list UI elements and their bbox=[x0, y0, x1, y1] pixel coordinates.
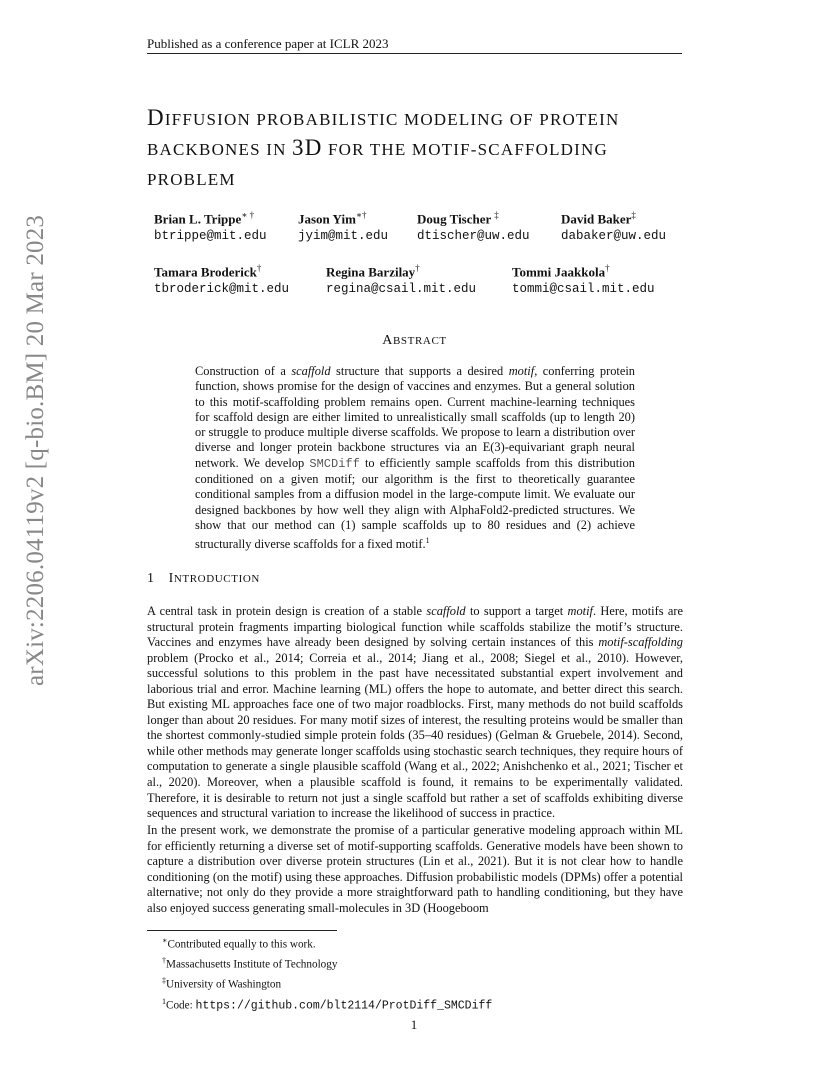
author-marks: ∗† bbox=[355, 210, 367, 220]
author-marks: ∗ † bbox=[241, 210, 255, 220]
author-name: Doug Tischer bbox=[417, 211, 492, 227]
running-header: Published as a conference paper at ICLR 2023 bbox=[147, 36, 389, 51]
page-number: 1 bbox=[410, 1017, 418, 1032]
section-number: 1 bbox=[147, 571, 155, 586]
abstract-emph: motif bbox=[508, 364, 535, 378]
author-card bbox=[561, 210, 666, 243]
author-name: Brian L. Trippe bbox=[154, 211, 242, 227]
footnote bbox=[162, 933, 492, 953]
paper-title: DIFFUSION PROBABILISTIC MODELING OF PROTEIN BACKBONES IN 3D FOR THE MOTIF-SCAFFOLDING PROBLEM bbox=[147, 105, 620, 189]
abstract-text: structure that supports a desired bbox=[330, 364, 509, 378]
author-email: btrippe@mit.edu bbox=[154, 229, 267, 244]
author-marks: ‡ bbox=[631, 210, 636, 220]
abstract-heading: ABSTRACT bbox=[382, 333, 447, 348]
footnote bbox=[162, 973, 492, 993]
author-name: Tommi Jaakkola bbox=[512, 264, 606, 280]
author-card bbox=[512, 263, 655, 296]
author-card bbox=[154, 263, 289, 296]
para-text: A central task in protein design is creation of a stable bbox=[147, 604, 427, 618]
author-marks: † bbox=[415, 263, 420, 273]
author-marks: ‡ bbox=[494, 210, 499, 220]
author-email: tommi@csail.mit.edu bbox=[512, 282, 655, 297]
author-card bbox=[154, 210, 267, 243]
author-card bbox=[326, 263, 476, 296]
author-name: David Baker bbox=[561, 211, 632, 227]
footnote-mark: ‡ bbox=[162, 976, 166, 986]
abstract-text: Construction of a bbox=[195, 364, 292, 378]
section-heading: 1 INTRODUCTION bbox=[147, 571, 260, 586]
para-text: problem (Procko et al., 2014; Correia et al., 2014; Jiang et al., 2008; Siegel et al., 2010). However, successful solutions to this problem in the past have necessitated substantial expert involvement and laborious trial and error. Machine learning (ML) offers the hope to automate, and better direct this search. But existing ML approaches face one of two major roadblocks. First, many methods do not build scaffolds longer than about 20 residues. For many motif sizes of interest, the resulting proteins would be smaller than the shortest commonly-studied simple protein folds (35–40 residues) (Gelman & Gruebele, 2014). Second, while other methods may generate longer scaffolds using stochastic search techniques, they require hours of computation to generate a single plausible scaffold (Wang et al., 2022; Anishchenko et al., 2021; Tischer et al., 2020). Moreover, when a plausible scaffold is found, it remains to be experimentally validated. Therefore, it is desirable to return not just a single scaffold but rather a set of scaffolds exhibiting diverse sequences and structural variation to increase the likelihood of success in practice. bbox=[147, 650, 683, 821]
author-name: Regina Barzilay bbox=[326, 264, 416, 280]
intro-paragraph-1 bbox=[147, 604, 683, 822]
abstract-emph: scaffold bbox=[291, 364, 331, 378]
author-email: dtischer@uw.edu bbox=[417, 229, 530, 244]
author-marks: † bbox=[605, 263, 610, 273]
arxiv-stamp: arXiv:2206.04119v2 [q-bio.BM] 20 Mar 2023 bbox=[22, 214, 49, 686]
para-emph: motif bbox=[567, 604, 593, 618]
abstract-text: to efficiently sample scaffolds from this distribution conditioned on a given motif; our algorithm is the first to theoretically guarantee conditional samples from a diffusion model in the large-compute limit. We evaluate our designed backbones by how well they align with AlphaFold2-predicted structures. We show that our method can (1) sample scaffolds up to 80 residues and (2) achieve structurally diverse scaffolds for a fixed motif. bbox=[195, 455, 635, 552]
author-email: dabaker@uw.edu bbox=[561, 229, 667, 244]
footnote-mark: 1 bbox=[162, 996, 166, 1006]
footnote-text: Code: bbox=[166, 999, 196, 1012]
footnote bbox=[162, 994, 492, 1014]
footnote-text: Contributed equally to this work. bbox=[167, 938, 316, 951]
intro-paragraph-2: In the present work, we demonstrate the promise of a particular generative modeling approach within ML for efficiently returning a diverse set of motif-supporting scaffolds. Generative models have been shown to capture a distribution over diverse protein structures (Lin et al., 2021). But it is not clear how to handle conditioning (on the motif) using these approaches. Diffusion probabilistic models (DPMs) offer a potential alternative; not only do they provide a more straightforward path to handling conditioning, but they have also enjoyed success generating small-molecules in 3D (Hoogeboom bbox=[147, 823, 683, 915]
footnote-mark: † bbox=[162, 956, 166, 966]
footnote-text: University of Washington bbox=[166, 979, 282, 992]
author-marks: † bbox=[256, 263, 262, 273]
author-card bbox=[417, 210, 530, 243]
footnote bbox=[162, 953, 492, 973]
para-text: to support a target bbox=[465, 604, 568, 618]
footnote-rule bbox=[147, 930, 337, 931]
footnote-text: Massachusetts Institute of Technology bbox=[166, 958, 338, 971]
para-emph: motif-scaffolding bbox=[598, 635, 683, 650]
footnote-ref: 1 bbox=[425, 536, 430, 546]
author-card bbox=[298, 210, 388, 243]
abstract-body bbox=[195, 364, 635, 553]
footnote-mark: ∗ bbox=[162, 936, 168, 945]
smcdiff-name: SMCDiff bbox=[309, 456, 360, 471]
author-email: regina@csail.mit.edu bbox=[326, 282, 477, 297]
footnotes bbox=[162, 933, 492, 1014]
author-email: tbroderick@mit.edu bbox=[154, 282, 290, 297]
code-link[interactable]: https://github.com/blt2114/ProtDiff_SMCDiff bbox=[195, 999, 493, 1013]
para-text: . Here, motifs are structural protein fragments imparting biological function while scaffolds stabilize the motif’s structure. Vaccines and enzymes have already been designed by solving certain instances of this bbox=[147, 604, 683, 650]
para-emph: scaffold bbox=[426, 604, 466, 618]
abstract-text: , conferring protein function, shows promise for the design of vaccines and enzymes. But a general solution to this motif-scaffolding problem remains open. Current machine-learning techniques for scaffold design are either limited to unrealistically small scaffolds (up to length 20) or struggle to produce multiple diverse scaffolds. We propose to learn a distribution over diverse and longer protein backbone structures via an E(3)-equivariant graph neural network. We develop bbox=[195, 364, 635, 470]
header-rule bbox=[147, 53, 682, 54]
author-name: Tamara Broderick bbox=[154, 264, 257, 280]
author-name: Jason Yim bbox=[298, 211, 356, 227]
author-email: jyim@mit.edu bbox=[298, 229, 389, 244]
